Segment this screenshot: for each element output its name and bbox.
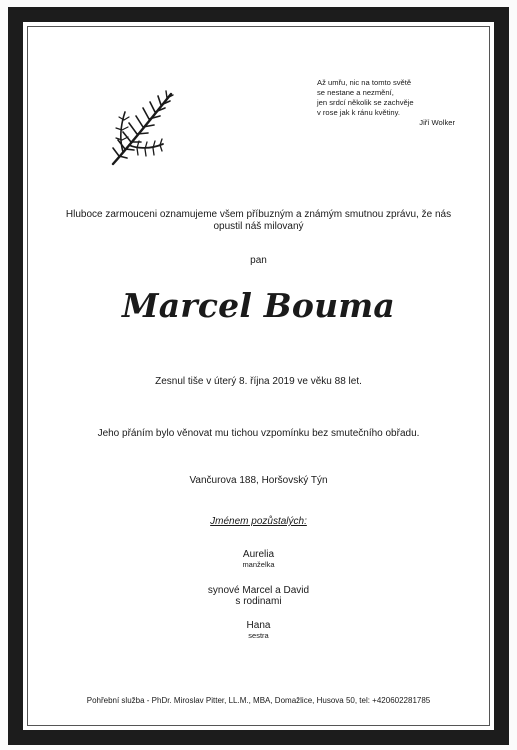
poem-author: Jiří Wolker — [419, 118, 455, 127]
funeral-wish: Jeho přáním bylo věnovat mu tichou vzpomínku bez smutečního obřadu. — [97, 428, 420, 439]
survivor-relation: sestra — [248, 631, 269, 640]
survivor-2 — [23, 585, 494, 607]
poem-line: v rose jak k ránu květiny. — [317, 108, 401, 117]
honorific: pan — [250, 255, 267, 266]
survivors-heading: Jménem pozůstalých: — [210, 516, 307, 527]
black-mourning-border — [8, 7, 509, 745]
survivor-relation: manželka — [242, 560, 275, 569]
survivor-relation: s rodinami — [235, 596, 282, 607]
address: Vančurova 188, Horšovský Týn — [189, 475, 328, 486]
poem — [317, 78, 457, 128]
funeral-service-footer: Pohřební služba - PhDr. Miroslav Pitter, LL.M., MBA, Domažlice, Husova 50, tel: +420602281785 — [86, 696, 431, 705]
announcement-intro: Hluboce zarmouceni oznamujeme všem příbuzným a známým smutnou zprávu, že nás opustil náš milovaný — [65, 209, 452, 232]
survivor-1 — [23, 549, 494, 569]
deceased-name: Marcel Bouma — [121, 286, 395, 325]
survivor-3 — [23, 620, 494, 640]
poem-line: se nestane a nezmění, — [317, 88, 394, 97]
poem-line: jen srdcí několik se zachvěje — [317, 98, 414, 107]
survivors-heading-wrap — [23, 511, 494, 529]
spruce-branch-icon — [109, 88, 175, 168]
poem-line: Až umřu, nic na tomto světě — [317, 78, 412, 87]
survivor-name: synové Marcel a David — [207, 585, 310, 596]
survivor-name: Hana — [246, 620, 271, 631]
death-date-line: Zesnul tiše v úterý 8. října 2019 ve věku 88 let. — [155, 376, 362, 387]
survivor-name: Aurelia — [242, 549, 275, 560]
